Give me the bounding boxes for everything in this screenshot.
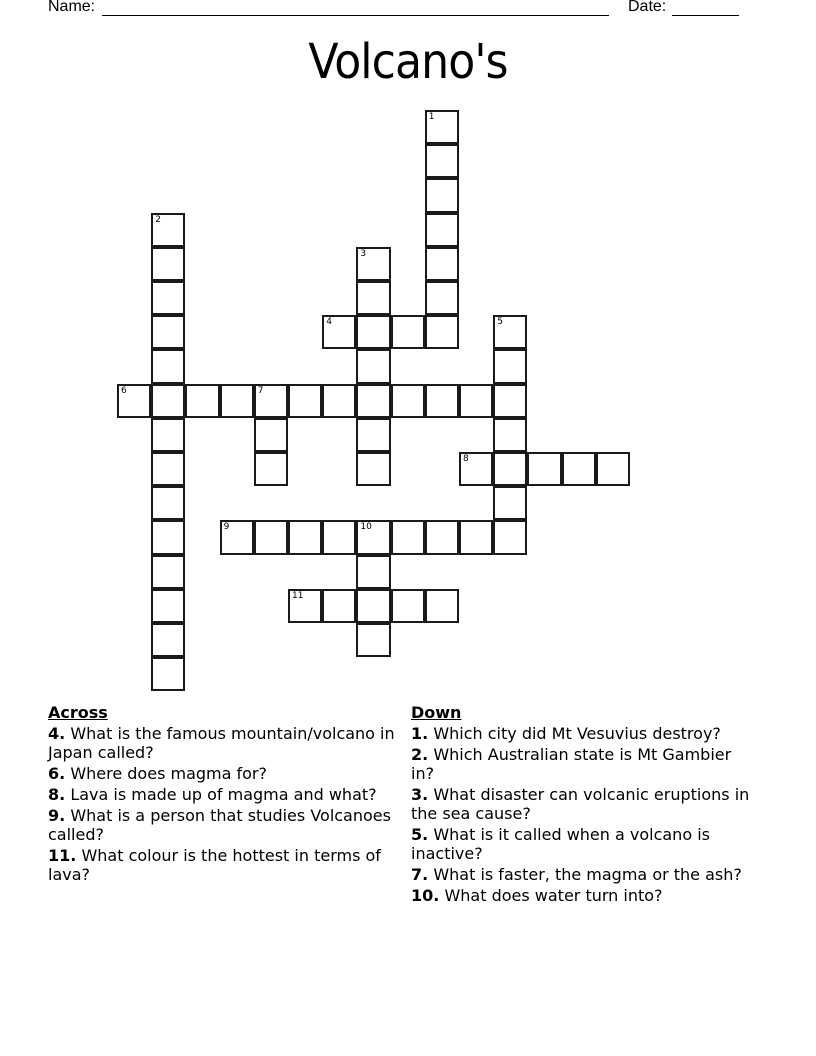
grid-cell[interactable]	[493, 349, 527, 383]
grid-cell[interactable]	[425, 520, 459, 554]
grid-cell[interactable]	[493, 315, 527, 349]
cell-number: 2	[155, 214, 161, 225]
grid-cell[interactable]	[562, 452, 596, 486]
grid-cell[interactable]	[322, 589, 356, 623]
grid-cell[interactable]	[185, 384, 219, 418]
cell-number: 8	[463, 454, 469, 464]
clue-number: 9.	[48, 806, 66, 825]
clue-text: What colour is the hottest in terms of lava?	[48, 846, 381, 884]
grid-cell[interactable]	[459, 384, 493, 418]
grid-cell[interactable]	[425, 281, 459, 315]
clue-text: What is it called when a volcano is inactive?	[411, 825, 710, 863]
grid-cell[interactable]	[425, 213, 459, 247]
clue-text: What does water turn into?	[444, 886, 663, 905]
grid-cell[interactable]	[151, 384, 185, 418]
cell-number: 11	[292, 590, 304, 601]
clue-number: 1.	[411, 724, 429, 743]
cell-number: 1	[428, 112, 435, 122]
clue-text: Lava is made up of magma and what?	[70, 785, 377, 804]
clue-down-2	[411, 745, 756, 783]
grid-cell[interactable]	[220, 384, 254, 418]
clue-across-11	[48, 846, 398, 884]
grid-cell[interactable]	[117, 384, 151, 418]
grid-cell[interactable]	[356, 520, 390, 554]
grid-cell[interactable]	[151, 247, 185, 281]
grid-cell[interactable]	[425, 315, 459, 349]
grid-cell[interactable]	[254, 520, 288, 554]
clue-text: What disaster can volcanic eruptions in the sea cause?	[411, 785, 750, 823]
grid-cell[interactable]	[254, 418, 288, 452]
grid-cell[interactable]	[151, 418, 185, 452]
clue-number: 2.	[411, 745, 429, 764]
clue-down-5	[411, 825, 756, 863]
grid-cell[interactable]	[425, 247, 459, 281]
cell-number: 5	[497, 317, 503, 328]
grid-cell[interactable]	[151, 281, 185, 315]
grid-cell[interactable]	[151, 452, 185, 486]
grid-cell[interactable]	[356, 349, 390, 383]
grid-cell[interactable]	[356, 315, 390, 349]
grid-cell[interactable]	[151, 589, 185, 623]
clue-across-9	[48, 806, 398, 844]
across-heading: Across	[48, 703, 108, 722]
clue-down-10	[411, 886, 756, 905]
grid-cell[interactable]	[151, 623, 185, 657]
clue-number: 11.	[48, 846, 77, 865]
grid-cell[interactable]	[151, 520, 185, 554]
grid-cell[interactable]	[493, 452, 527, 486]
grid-cell[interactable]	[151, 315, 185, 349]
grid-cell[interactable]	[391, 315, 425, 349]
grid-cell[interactable]	[356, 452, 390, 486]
grid-cell[interactable]	[151, 486, 185, 520]
clue-text: Where does magma for?	[70, 764, 267, 783]
clue-number: 10.	[411, 886, 440, 905]
clue-text: What is faster, the magma or the ash?	[433, 865, 742, 884]
clue-across-4	[48, 724, 398, 762]
cell-number: 10	[360, 522, 372, 533]
name-label: Name:	[48, 0, 96, 15]
cell-number: 6	[121, 385, 127, 396]
clue-number: 5.	[411, 825, 429, 844]
grid-cell[interactable]	[151, 213, 185, 247]
grid-cell[interactable]	[356, 589, 390, 623]
clue-across-6	[48, 764, 398, 783]
grid-cell[interactable]	[391, 384, 425, 418]
grid-cell[interactable]	[356, 418, 390, 452]
clue-text: What is the famous mountain/volcano in Japan called?	[48, 724, 395, 762]
grid-cell[interactable]	[425, 384, 459, 418]
grid-cell[interactable]	[356, 555, 390, 589]
clue-text: Which Australian state is Mt Gambier in?	[411, 745, 732, 783]
clue-number: 3.	[411, 785, 429, 804]
grid-cell[interactable]	[425, 589, 459, 623]
cell-number: 3	[360, 248, 367, 259]
grid-cell[interactable]	[254, 452, 288, 486]
grid-cell[interactable]	[288, 589, 322, 623]
grid-cell[interactable]	[254, 384, 288, 418]
grid-cell[interactable]	[493, 520, 527, 554]
grid-cell[interactable]	[391, 520, 425, 554]
grid-cell[interactable]	[322, 384, 356, 418]
grid-cell[interactable]	[322, 315, 356, 349]
clue-number: 8.	[48, 785, 66, 804]
clue-number: 6.	[48, 764, 66, 783]
grid-cell[interactable]	[151, 349, 185, 383]
grid-cell[interactable]	[425, 110, 459, 144]
grid-cell[interactable]	[527, 452, 561, 486]
grid-cell[interactable]	[151, 555, 185, 589]
clue-text: Which city did Mt Vesuvius destroy?	[433, 724, 721, 743]
clue-number: 4.	[48, 724, 66, 743]
cell-number: 9	[223, 522, 230, 533]
grid-cell[interactable]	[425, 144, 459, 178]
grid-cell[interactable]	[493, 418, 527, 452]
grid-cell[interactable]	[356, 623, 390, 657]
clue-across-8	[48, 785, 398, 804]
clue-down-1	[411, 724, 756, 743]
grid-cell[interactable]	[356, 384, 390, 418]
clue-number: 7.	[411, 865, 429, 884]
page-title: Volcano's	[308, 34, 508, 90]
grid-cell[interactable]	[391, 589, 425, 623]
grid-cell[interactable]	[356, 247, 390, 281]
grid-cell[interactable]	[220, 520, 254, 554]
grid-cell[interactable]	[322, 520, 356, 554]
grid-cell[interactable]	[151, 657, 185, 691]
grid-cell[interactable]	[356, 281, 390, 315]
grid-cell[interactable]	[596, 452, 630, 486]
down-heading: Down	[411, 703, 462, 722]
cell-number: 7	[257, 385, 264, 396]
clue-text: What is a person that studies Volcanoes called?	[48, 806, 391, 844]
grid-cell[interactable]	[493, 384, 527, 418]
date-label: Date:	[628, 0, 667, 15]
cell-number: 4	[326, 317, 332, 328]
down-clues	[411, 703, 756, 907]
clue-down-7	[411, 865, 756, 884]
across-clues	[48, 703, 398, 886]
clue-down-3	[411, 785, 756, 823]
grid-cell[interactable]	[425, 178, 459, 212]
grid-cell[interactable]	[493, 486, 527, 520]
grid-cell[interactable]	[459, 452, 493, 486]
grid-cell[interactable]	[459, 520, 493, 554]
grid-cell[interactable]	[288, 384, 322, 418]
grid-cell[interactable]	[288, 520, 322, 554]
